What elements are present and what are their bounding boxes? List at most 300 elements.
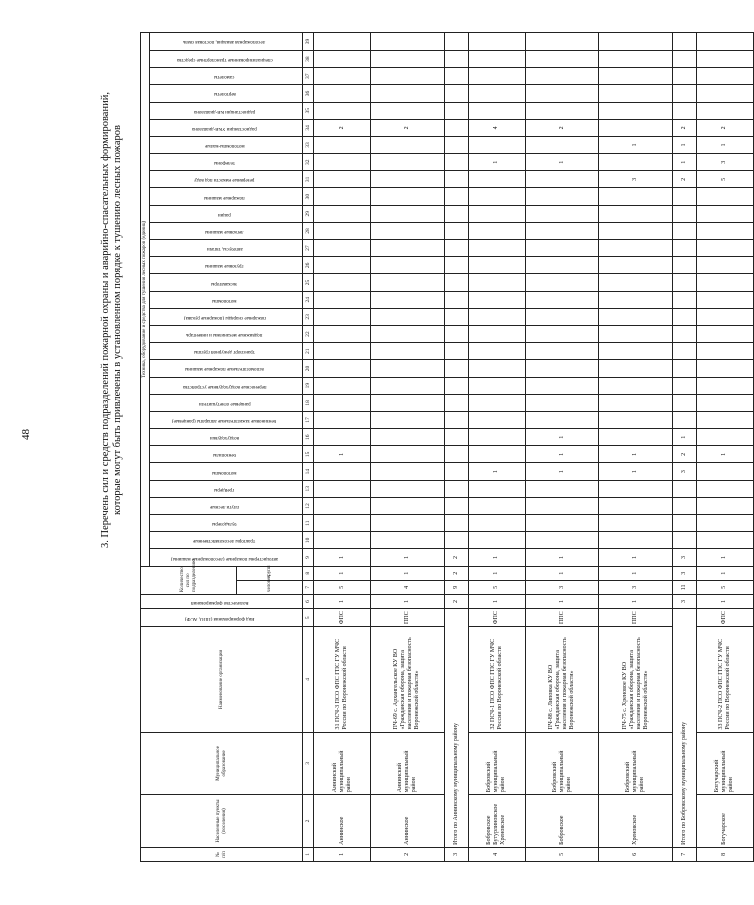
row-people: 3 [599, 580, 673, 594]
row-equipment-cell [468, 497, 525, 514]
row-equipment-cell [599, 429, 673, 446]
row-equipment-cell [599, 51, 673, 68]
row-equipment-cell [599, 257, 673, 274]
row-equipment-cell [468, 33, 525, 51]
row-equipment-cell [371, 360, 445, 377]
row-equipment-cell [468, 257, 525, 274]
row-equipment-cell [444, 136, 468, 153]
page-number: 48 [20, 429, 32, 440]
row-equipment-cell [525, 308, 599, 325]
column-number: 2 [303, 795, 314, 848]
header-equipment-col-label: легковые машины [205, 228, 244, 234]
row-equipment-cell [525, 85, 599, 102]
column-number: 17 [303, 411, 314, 428]
row-settlement: Богучарское [696, 795, 753, 848]
header-equipment-col [150, 257, 303, 274]
header-equipment-col-label: самолеты [214, 74, 235, 80]
row-equipment-cell [696, 240, 753, 257]
row-equipment-cell [696, 291, 753, 308]
header-equipment-col [150, 429, 303, 446]
row-equipment-cell [673, 33, 697, 51]
row-formation-type: ФПС [696, 609, 753, 627]
row-equipment-cell: 1 [599, 549, 673, 566]
row-equipment-cell [599, 154, 673, 171]
row-equipment-cell [314, 497, 371, 514]
header-equipment-col [150, 343, 303, 360]
row-equipment-cell: 1 [468, 154, 525, 171]
row-formation-count: 1 [468, 594, 525, 608]
row-equipment-cell [371, 136, 445, 153]
row-equipment-cell [673, 411, 697, 428]
column-number: 30 [303, 188, 314, 205]
column-number: 5 [303, 609, 314, 627]
row-equipment-cell [673, 102, 697, 119]
row-equipment-cell [673, 274, 697, 291]
row-equipment-cell [314, 222, 371, 239]
row-equipment-cell: 1 [696, 446, 753, 463]
row-settlement: Аннинское [371, 795, 445, 848]
header-equipment-col [150, 497, 303, 514]
row-equipment-cell [525, 497, 599, 514]
row-equipment-cell [314, 154, 371, 171]
row-equipment-cell [371, 68, 445, 85]
column-number: 32 [303, 154, 314, 171]
column-number: 11 [303, 515, 314, 532]
row-equipment-cell [314, 308, 371, 325]
row-equipment-cell [314, 429, 371, 446]
row-equipment-cell [696, 394, 753, 411]
row-equipment-cell [371, 308, 445, 325]
column-number: 16 [303, 429, 314, 446]
row-people: 4 [371, 580, 445, 594]
row-equipment-cell [371, 274, 445, 291]
row-equipment-cell [371, 377, 445, 394]
column-number: 6 [303, 594, 314, 608]
row-equipment-cell [468, 429, 525, 446]
row-equipment-cell: 2 [371, 119, 445, 136]
header-equipment-col-label: вертолеты [213, 91, 236, 97]
column-number: 4 [303, 627, 314, 732]
row-equipment-cell [673, 360, 697, 377]
row-equipment-cell [599, 326, 673, 343]
row-groups: 1 [525, 566, 599, 580]
row-municipality: Аннинский муниципальный район [371, 732, 445, 795]
row-equipment-cell [444, 463, 468, 480]
row-equipment-cell [371, 257, 445, 274]
row-formation-type: ФПС [468, 609, 525, 627]
row-equipment-cell [468, 394, 525, 411]
row-equipment-cell [468, 85, 525, 102]
table-row [314, 33, 371, 862]
header-equipment-col-label: радиостанции УКВ-диапазона [192, 125, 257, 131]
row-equipment-cell [314, 532, 371, 549]
row-municipality: Аннинский муниципальный район [314, 732, 371, 795]
column-number: 20 [303, 360, 314, 377]
row-equipment-cell [371, 188, 445, 205]
row-summary-label: Итого по Аннинскому муниципальному району [444, 609, 468, 848]
row-equipment-cell: 1 [599, 463, 673, 480]
forces-table [140, 32, 754, 862]
row-equipment-cell [599, 240, 673, 257]
row-equipment-cell [444, 377, 468, 394]
header-equipment-col-label: грузовые машины [205, 263, 244, 269]
row-equipment-cell [673, 240, 697, 257]
row-equipment-cell [371, 446, 445, 463]
column-number: 7 [303, 580, 314, 594]
row-equipment-cell [444, 257, 468, 274]
header-personnel-people: человек [237, 580, 303, 594]
page-heading [100, 40, 124, 600]
row-equipment-cell [525, 326, 599, 343]
row-equipment-cell [468, 102, 525, 119]
header-equipment-group: Техника, оборудование и средства для тушения лесных пожаров (единиц) [141, 33, 150, 567]
table-row [468, 33, 525, 862]
header-equipment-col-label: автоцистерны пожарные (лесопожарные машины) [170, 555, 279, 561]
row-equipment-cell [444, 171, 468, 188]
row-equipment-cell: 1 [314, 446, 371, 463]
row-org: 33 ПСЧ-2 ПСО ФПС ГПС ГУ МЧС России по Воронежской области [696, 627, 753, 732]
row-equipment-cell [696, 411, 753, 428]
row-equipment-cell [444, 429, 468, 446]
row-equipment-cell [444, 394, 468, 411]
row-equipment-cell [599, 515, 673, 532]
row-org: 32 ПСЧ-1 ПСО ФПС ГПС ГУ МЧС России по Воронежской области [468, 627, 525, 732]
forces-table-wrapper [140, 32, 735, 862]
row-equipment-cell: 2 [673, 446, 697, 463]
row-equipment-cell [314, 480, 371, 497]
column-number: 18 [303, 394, 314, 411]
row-settlement: Бобровское [525, 795, 599, 848]
table-row [696, 33, 753, 862]
row-formation-type: ФПС [314, 609, 371, 627]
row-equipment-cell: 2 [525, 119, 599, 136]
row-equipment-cell: 1 [673, 429, 697, 446]
row-equipment-cell [468, 222, 525, 239]
row-equipment-cell [599, 222, 673, 239]
row-equipment-cell [371, 394, 445, 411]
row-equipment-cell [696, 188, 753, 205]
column-number: 27 [303, 240, 314, 257]
header-equipment-col [150, 377, 303, 394]
header-equipment-col [150, 326, 303, 343]
row-equipment-cell [696, 205, 753, 222]
row-equipment-cell [599, 274, 673, 291]
row-equipment-cell [444, 274, 468, 291]
row-equipment-cell [673, 515, 697, 532]
column-number: 22 [303, 326, 314, 343]
row-num: 1 [314, 847, 371, 861]
header-equipment-col-label: резервные ёмкости под воду [194, 177, 255, 183]
row-equipment-cell [371, 497, 445, 514]
header-equipment-col [150, 515, 303, 532]
row-summary-label: Итого по Бобровскому муниципальному району [673, 609, 697, 848]
row-equipment-cell: 1 [525, 446, 599, 463]
row-equipment-cell [468, 515, 525, 532]
row-equipment-cell [314, 360, 371, 377]
row-equipment-cell [525, 171, 599, 188]
row-equipment-cell [314, 411, 371, 428]
column-number: 35 [303, 102, 314, 119]
header-equipment-col [150, 154, 303, 171]
row-equipment-cell: 3 [599, 171, 673, 188]
row-formation-count: 1 [599, 594, 673, 608]
row-equipment-cell [525, 377, 599, 394]
row-equipment-cell [599, 411, 673, 428]
row-equipment-cell [696, 343, 753, 360]
row-equipment-cell [673, 188, 697, 205]
row-equipment-cell [525, 480, 599, 497]
row-equipment-cell [371, 154, 445, 171]
summary-row [444, 33, 468, 862]
row-equipment-cell [599, 377, 673, 394]
row-equipment-cell [468, 308, 525, 325]
row-people: 5 [314, 580, 371, 594]
row-equipment-cell: 1 [599, 136, 673, 153]
header-formation-type-label: Вид формирования (ППО, АСФ) [185, 615, 255, 621]
column-number: 19 [303, 377, 314, 394]
header-equipment-col [150, 85, 303, 102]
header-equipment-col [150, 68, 303, 85]
row-equipment-cell: 2 [696, 119, 753, 136]
row-equipment-cell [444, 308, 468, 325]
column-number: 8 [303, 566, 314, 580]
row-equipment-cell [673, 205, 697, 222]
row-equipment-cell [525, 274, 599, 291]
row-equipment-cell [599, 85, 673, 102]
row-equipment-cell [525, 188, 599, 205]
row-equipment-cell [599, 394, 673, 411]
row-equipment-cell [444, 119, 468, 136]
row-equipment-cell [696, 274, 753, 291]
row-equipment-cell [599, 119, 673, 136]
row-equipment-cell [314, 85, 371, 102]
row-equipment-cell [468, 68, 525, 85]
row-equipment-cell [525, 343, 599, 360]
row-settlement: Аннинское [314, 795, 371, 848]
row-equipment-cell [673, 377, 697, 394]
row-equipment-cell [696, 497, 753, 514]
row-equipment-cell [444, 222, 468, 239]
row-equipment-cell: 1 [525, 154, 599, 171]
row-equipment-cell [696, 377, 753, 394]
row-people: 9 [444, 580, 468, 594]
row-equipment-cell: 5 [696, 171, 753, 188]
row-equipment-cell [444, 343, 468, 360]
header-equipment-col [150, 102, 303, 119]
row-num: 8 [696, 847, 753, 861]
row-equipment-cell [696, 480, 753, 497]
header-equipment-col [150, 360, 303, 377]
header-equipment-col-label: мотопомпы-малые [204, 143, 245, 149]
row-groups: 1 [371, 566, 445, 580]
row-equipment-cell [468, 411, 525, 428]
row-equipment-cell [468, 240, 525, 257]
row-municipality: Бобровский муниципальный район [599, 732, 673, 795]
row-formation-type: ППС [525, 609, 599, 627]
header-equipment-col [150, 136, 303, 153]
header-municipality: Муниципальное образование [141, 732, 303, 795]
row-equipment-cell [314, 240, 371, 257]
column-number: 38 [303, 51, 314, 68]
column-number: 28 [303, 222, 314, 239]
row-equipment-cell [371, 102, 445, 119]
header-org: Наименование организации [141, 627, 303, 732]
header-equipment-col [150, 532, 303, 549]
row-equipment-cell [371, 326, 445, 343]
row-num: 7 [673, 847, 697, 861]
header-equipment-col [150, 549, 303, 566]
row-equipment-cell [444, 102, 468, 119]
row-equipment-cell [673, 326, 697, 343]
row-equipment-cell [599, 188, 673, 205]
row-equipment-cell [599, 532, 673, 549]
row-municipality: Богучарский муниципальный район [696, 732, 753, 795]
column-number-row [303, 33, 314, 862]
header-equipment-col-label: бензиновые зажигательные аппараты (ранцевые) [172, 418, 277, 424]
row-org: ПЧ-75 с. Хреновое КУ ВО «Гражданская оборона, защита населения и пожарная безопасность Воронежской области» [599, 627, 673, 732]
header-equipment-col [150, 33, 303, 51]
row-equipment-cell [314, 377, 371, 394]
table-row [525, 33, 599, 862]
header-equipment-col-label: грейдеры [214, 486, 235, 492]
row-equipment-cell [525, 33, 599, 51]
table-row [371, 33, 445, 862]
row-num: 5 [525, 847, 599, 861]
row-equipment-cell [673, 68, 697, 85]
column-number: 34 [303, 119, 314, 136]
row-equipment-cell [673, 532, 697, 549]
header-equipment-col [150, 463, 303, 480]
row-equipment-cell: 1 [599, 446, 673, 463]
row-equipment-cell [371, 515, 445, 532]
header-equipment-col-label: воздуходувки [210, 435, 239, 441]
row-equipment-cell [444, 51, 468, 68]
row-equipment-cell [371, 291, 445, 308]
row-equipment-cell [696, 532, 753, 549]
column-number: 21 [303, 343, 314, 360]
row-equipment-cell [525, 257, 599, 274]
row-groups: 1 [599, 566, 673, 580]
header-equipment-col [150, 222, 303, 239]
row-groups: 1 [314, 566, 371, 580]
column-number: 24 [303, 291, 314, 308]
row-equipment-cell: 1 [525, 549, 599, 566]
heading-line-2: которые могут быть привлечены в установленном порядке к тушению лесных пожаров [112, 125, 123, 515]
row-equipment-cell [314, 51, 371, 68]
header-equipment-col-label: транспорт дежурной группы [194, 349, 255, 355]
header-equipment-col [150, 291, 303, 308]
row-equipment-cell: 3 [673, 549, 697, 566]
summary-row [673, 33, 697, 862]
header-equipment-col [150, 411, 303, 428]
header-equipment-col [150, 188, 303, 205]
row-equipment-cell [314, 463, 371, 480]
row-equipment-cell [444, 85, 468, 102]
column-number: 10 [303, 532, 314, 549]
row-equipment-cell: 2 [673, 119, 697, 136]
row-groups: 1 [696, 566, 753, 580]
row-equipment-cell [444, 326, 468, 343]
row-equipment-cell [444, 154, 468, 171]
row-equipment-cell: 3 [673, 463, 697, 480]
column-number: 23 [303, 308, 314, 325]
row-equipment-cell [444, 205, 468, 222]
row-equipment-cell [696, 360, 753, 377]
row-equipment-cell [444, 497, 468, 514]
row-equipment-cell [599, 33, 673, 51]
column-number: 15 [303, 446, 314, 463]
row-formation-type: ППС [599, 609, 673, 627]
row-equipment-cell [468, 360, 525, 377]
column-number: 26 [303, 257, 314, 274]
header-equipment-col-label: ранцевые огнетушители [198, 400, 251, 406]
header-equipment-col-label: переносные воздуходувные устройства [182, 383, 267, 389]
row-equipment-cell [468, 343, 525, 360]
row-num: 2 [371, 847, 445, 861]
row-equipment-cell [314, 274, 371, 291]
header-equipment-col-label: радиостанции КВ-диапазона [193, 108, 256, 114]
header-equipment-col [150, 240, 303, 257]
row-equipment-cell [444, 68, 468, 85]
row-equipment-cell [371, 205, 445, 222]
row-equipment-cell [696, 515, 753, 532]
row-equipment-cell [314, 33, 371, 51]
header-settlement: Населенные пункты (поселения) [141, 795, 303, 848]
row-equipment-cell: 1 [525, 429, 599, 446]
row-equipment-cell [468, 136, 525, 153]
row-equipment-cell [525, 222, 599, 239]
row-equipment-cell [314, 257, 371, 274]
row-formation-type: ППС [371, 609, 445, 627]
column-number: 31 [303, 171, 314, 188]
header-equipment-col [150, 308, 303, 325]
row-municipality: Бобровский муниципальный район [468, 732, 525, 795]
row-equipment-cell [696, 257, 753, 274]
row-equipment-cell [696, 51, 753, 68]
row-equipment-cell [525, 102, 599, 119]
row-equipment-cell [314, 68, 371, 85]
header-equipment-col-label: бензопилы [212, 452, 237, 458]
row-equipment-cell: 1 [525, 463, 599, 480]
row-equipment-cell [696, 68, 753, 85]
header-equipment-col [150, 446, 303, 463]
row-equipment-cell [468, 532, 525, 549]
header-equipment-col-label: автобусы, тягачи [206, 246, 243, 252]
header-equipment-col-label: мотопомпы [212, 469, 237, 475]
row-equipment-cell [673, 222, 697, 239]
row-equipment-cell: 4 [468, 119, 525, 136]
column-number: 12 [303, 497, 314, 514]
row-equipment-cell [468, 480, 525, 497]
row-equipment-cell [314, 205, 371, 222]
row-equipment-cell [371, 85, 445, 102]
header-equipment-col-label: вспомогательные пожарные машины [185, 366, 264, 372]
column-number: 9 [303, 549, 314, 566]
row-equipment-cell [696, 326, 753, 343]
column-number: 13 [303, 480, 314, 497]
header-equipment-col-label: лесопожарная авиация, постовая связь [183, 39, 266, 45]
column-number: 14 [303, 463, 314, 480]
table-row [599, 33, 673, 862]
row-people: 11 [673, 580, 697, 594]
row-equipment-cell [371, 51, 445, 68]
header-equipment-col-label: экскаваторы [211, 280, 238, 286]
row-groups: 2 [444, 566, 468, 580]
row-equipment-cell [696, 33, 753, 51]
row-num: 4 [468, 847, 525, 861]
row-equipment-cell: 2 [673, 171, 697, 188]
row-equipment-cell [525, 136, 599, 153]
